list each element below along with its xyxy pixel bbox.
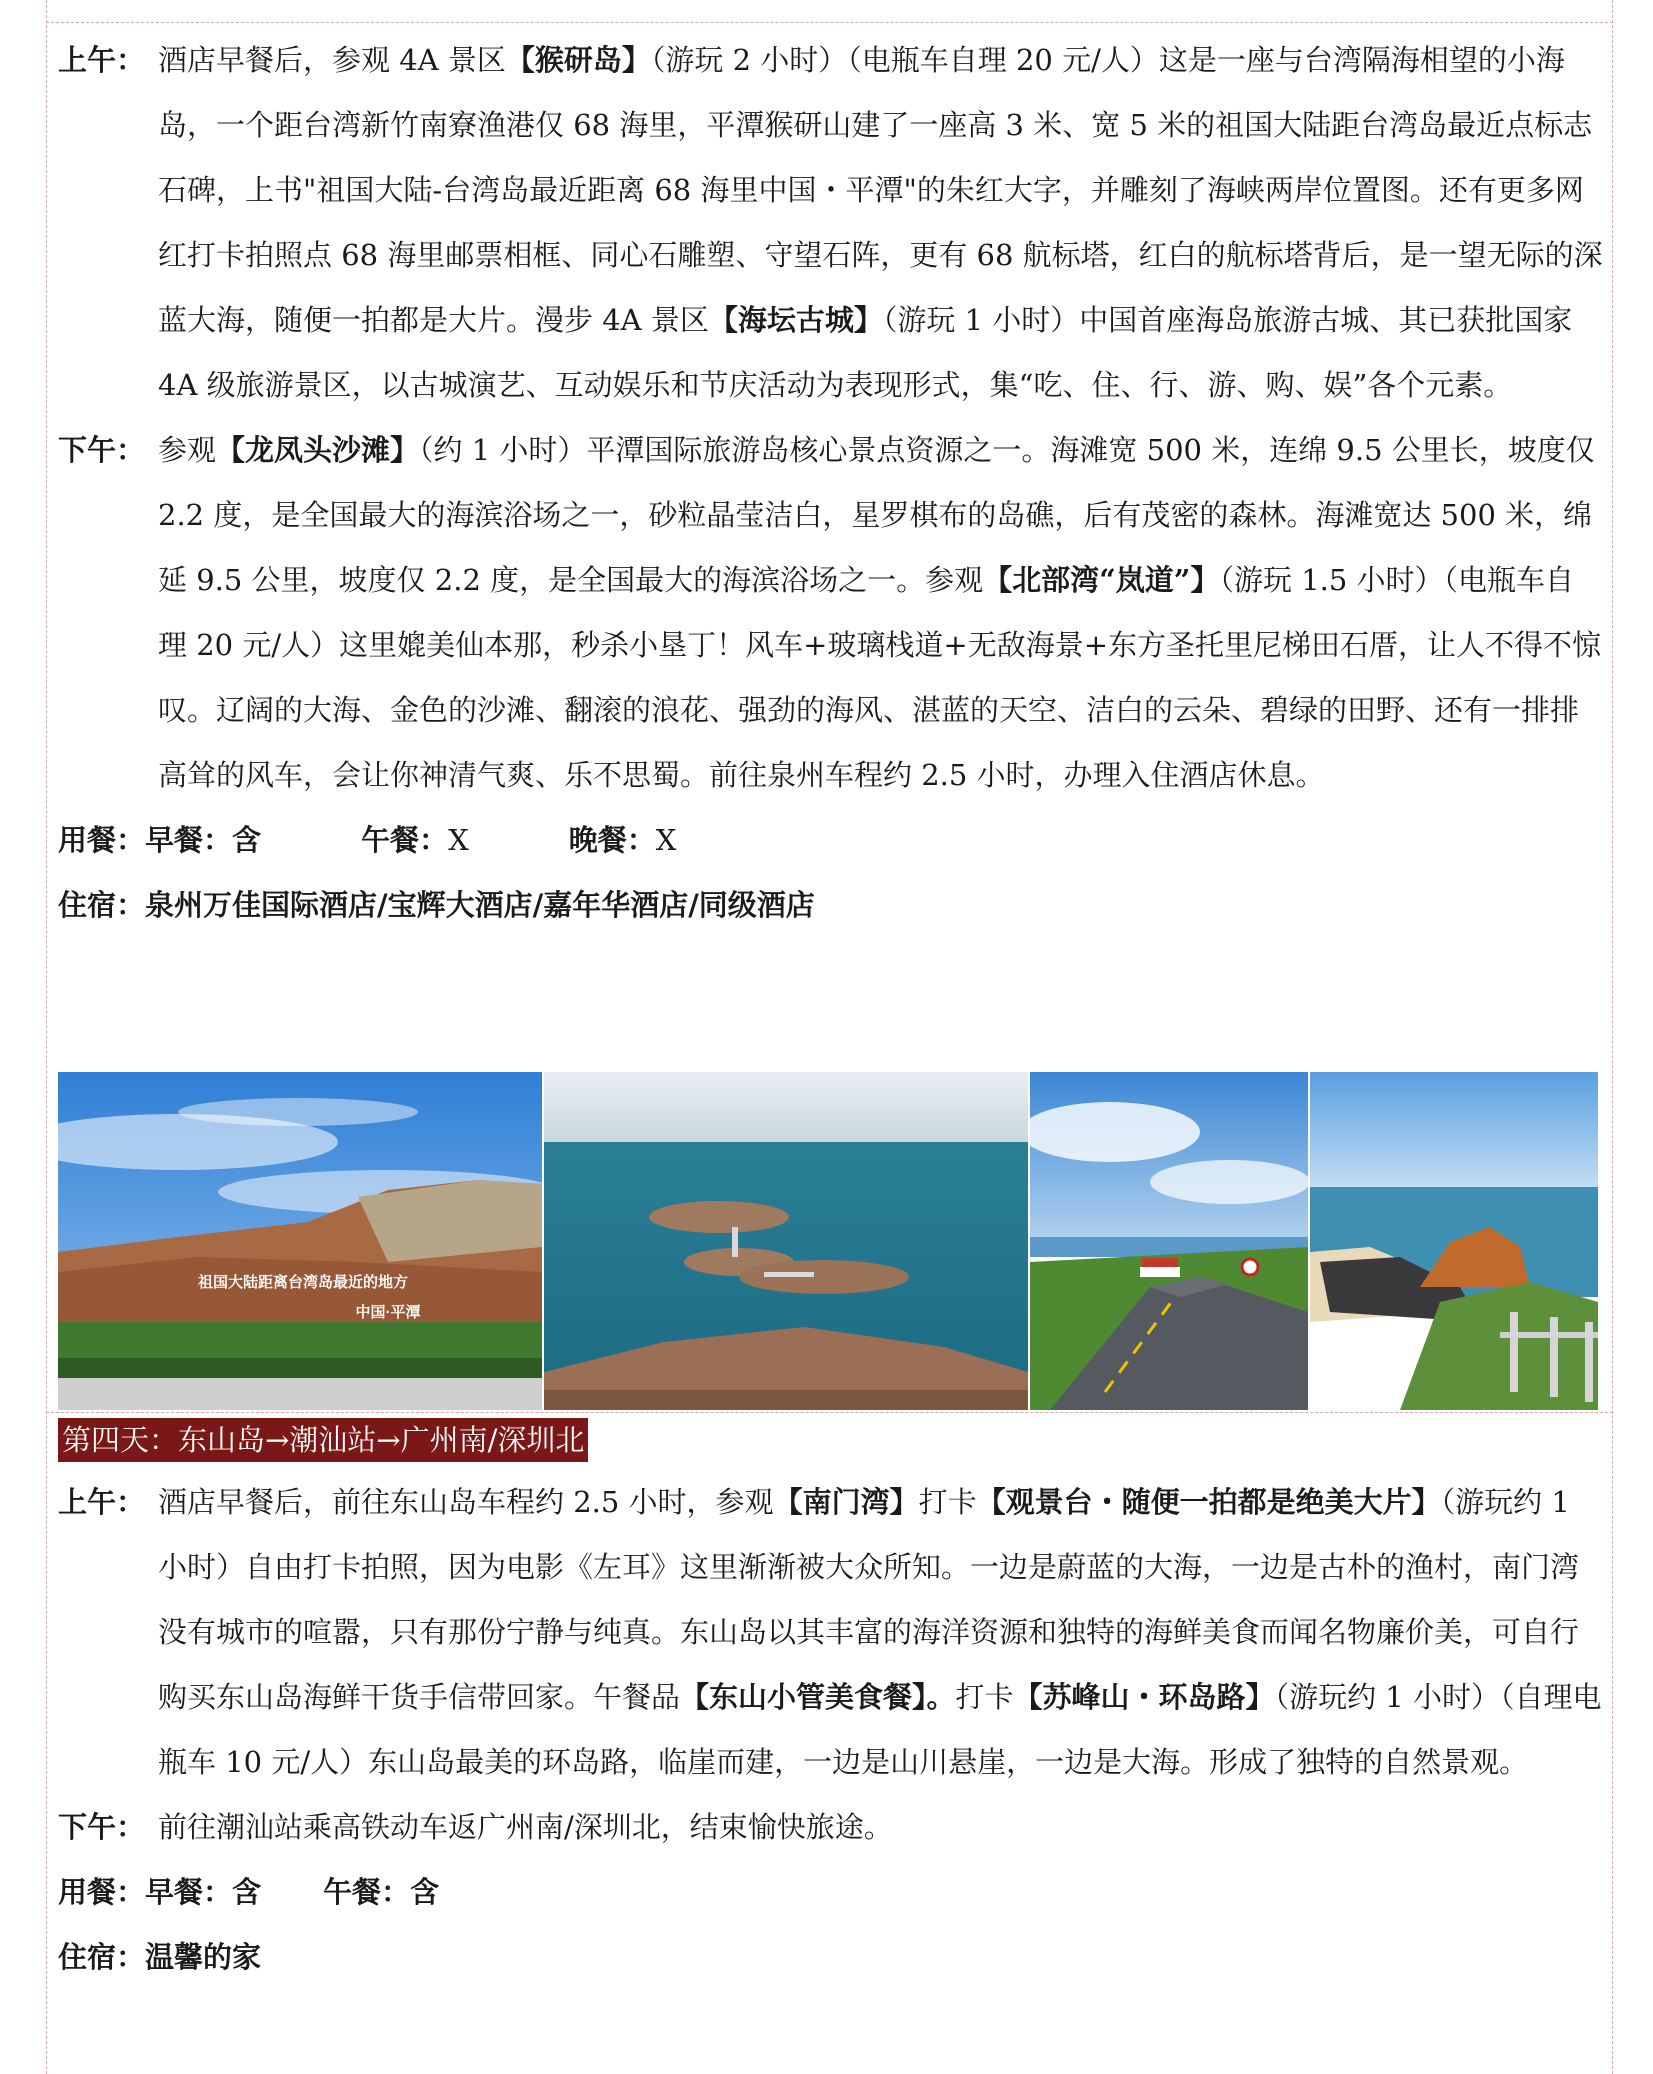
spot-houyan-island: 【猴研岛】	[505, 43, 651, 77]
spot-haitan-ancient-city: 【海坛古城】	[708, 303, 883, 337]
morning-label: 上午：	[58, 43, 146, 77]
day4-lodging	[58, 1925, 1603, 1990]
photo-aerial-island	[544, 1072, 1028, 1410]
sign-text: 祖国大陆距离台湾岛最近的地方	[197, 1274, 409, 1291]
day4-morning: 上午： 酒店早餐后，前往东山岛车程约 2.5 小时，参观【南门湾】打卡【观景台・随便一拍都是绝美大片】（游玩约 1 小时）自由打卡拍照，因为电影《左耳》这里渐渐被大众所知。一边是蔚蓝的大海，一边是古朴的渔村，南门湾没有城市的喧嚣，只有那份宁静与纯真。东山岛以其丰富的海洋资源和独特的海鲜美食而闻名物廉价美，可自行购买东山岛海鲜干货手信带回家。午餐品【东山小管美食餐】。打卡【苏峰山・环岛路】（游玩约 1 小时）（自理电瓶车 10 元/人）东山岛最美的环岛路，临崖而建，一边是山川悬崖，一边是大海。形成了独特的自然景观。	[58, 1470, 1603, 1795]
day-divider	[46, 1412, 1613, 1413]
meals-label: 用餐：	[58, 823, 146, 857]
afternoon-label: 下午：	[58, 433, 146, 467]
page-border-right	[1612, 0, 1613, 2074]
lodging-label: 住宿：	[58, 1940, 146, 1974]
photo-rocky-coast	[1310, 1072, 1598, 1410]
sign-sub-text: 中国·平潭	[355, 1304, 421, 1321]
meals-label: 用餐：	[58, 1875, 146, 1909]
photo-coastal-road	[1030, 1072, 1308, 1410]
afternoon-label: 下午：	[58, 1810, 146, 1844]
page-border-top	[46, 22, 1613, 23]
day4-title: 第四天：东山岛→潮汕站→广州南/深圳北	[58, 1418, 588, 1462]
lodging-value: 泉州万佳国际酒店/宝辉大酒店/嘉年华酒店/同级酒店	[145, 888, 815, 922]
day3-lodging	[58, 873, 1603, 938]
spot-nanmen-bay: 【南门湾】	[773, 1485, 919, 1519]
day4-afternoon: 下午： 前往潮汕站乘高铁动车返广州南/深圳北，结束愉快旅途。	[58, 1795, 1603, 1860]
day3-afternoon: 下午： 参观【龙凤头沙滩】（约 1 小时）平潭国际旅游岛核心景点资源之一。海滩宽 500 米，连绵 9.5 公里长，坡度仅 2.2 度，是全国最大的海滨浴场之一，砂粒晶莹洁白，星罗棋布的岛礁，后有茂密的森林。海滩宽达 500 米，绵延 9.5 公里，坡度仅 2.2 度，是全国最大的海滨浴场之一。参观【北部湾“岚道”】（游玩 1.5 小时）（电瓶车自理 20 元/人）这里媲美仙本那，秒杀小垦丁！风车+玻璃栈道+无敌海景+东方圣托里尼梯田石厝，让人不得不惊叹。辽阔的大海、金色的沙滩、翻滚的浪花、强劲的海风、湛蓝的天空、洁白的云朵、碧绿的田野、还有一排排高耸的风车，会让你神清气爽、乐不思蜀。前往泉州车程约 2.5 小时，办理入住酒店休息。	[58, 418, 1603, 808]
page-border-left	[46, 0, 47, 2074]
day3-section	[58, 28, 1603, 938]
day4-section	[58, 1418, 1603, 1990]
day3-meals: 用餐：早餐：含 午餐：X 晚餐：X	[58, 823, 677, 857]
day4-title-bar	[58, 1418, 1603, 1462]
meal-dongshan-squid: 【东山小管美食餐】。	[680, 1680, 956, 1714]
photo-strip	[58, 1072, 1598, 1410]
spot-beibuwan-landao: 【北部湾“岚道”】	[983, 563, 1220, 597]
day4-meals: 用餐：早餐：含 午餐：含	[58, 1875, 440, 1909]
day3-morning: 上午： 酒店早餐后，参观 4A 景区【猴研岛】（游玩 2 小时）（电瓶车自理 20 元/人）这是一座与台湾隔海相望的小海岛，一个距台湾新竹南寮渔港仅 68 海里，平潭猴研山建了一座高 3 米、宽 5 米的祖国大陆距台湾岛最近点标志石碑，上书"祖国大陆-台湾岛最近距离 68 海里中国・平潭"的朱红大字，并雕刻了海峡两岸位置图。还有更多网红打卡拍照点 68 海里邮票相框、同心石雕塑、守望石阵，更有 68 航标塔，红白的航标塔背后，是一望无际的深蓝大海，随便一拍都是大片。漫步 4A 景区【海坛古城】（游玩 1 小时）中国首座海岛旅游古城、其已获批国家 4A 级旅游景区，以古城演艺、互动娱乐和节庆活动为表现形式，集“吃、住、行、游、购、娱”各个元素。	[58, 28, 1603, 418]
lodging-value: 温馨的家	[145, 1940, 262, 1974]
spot-viewing-platform: 【观景台・随便一拍都是绝美大片】	[976, 1485, 1441, 1519]
lodging-label: 住宿：	[58, 888, 146, 922]
spot-sufeng-mountain: 【苏峰山・环岛路】	[1013, 1680, 1275, 1714]
photo-houyan-sign	[58, 1072, 542, 1410]
morning-label: 上午：	[58, 1485, 146, 1519]
spot-longfengtou-beach: 【龙凤头沙滩】	[216, 433, 420, 467]
